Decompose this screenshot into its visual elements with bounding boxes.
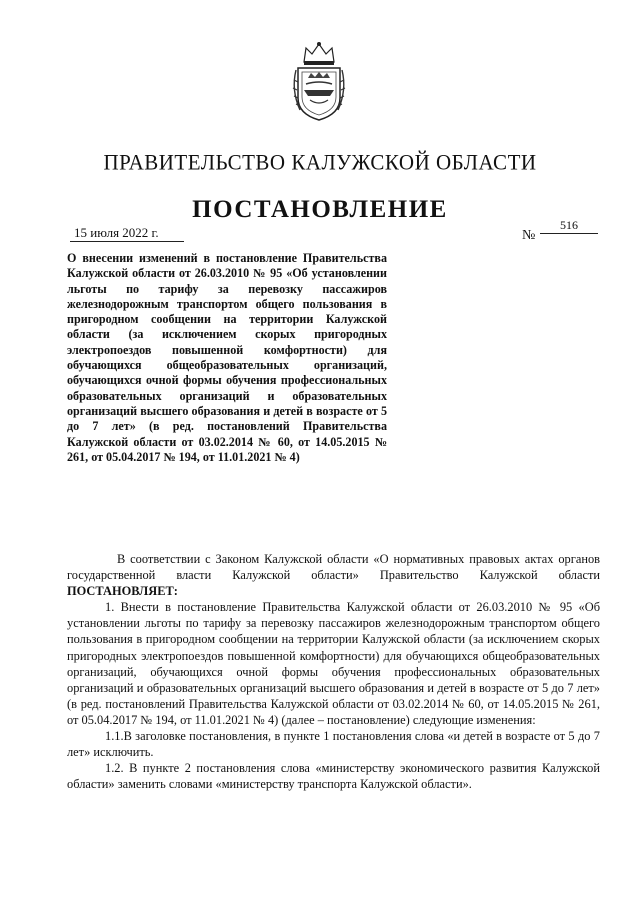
item-1-1: 1.1.В заголовке постановления, в пункте 1 постановления слова «и детей в возрасте от 5 до 7 лет» исключить.: [67, 729, 600, 760]
document-body: [67, 551, 600, 792]
resolves-text: ПОСТАНОВЛЯЕТ:: [67, 584, 178, 599]
item-1: 1. Внести в постановление Правительства Калужской области от 26.03.2010 № 95 «Об установлении льготы по тарифу за перевозку пассажиров железнодорожным транспортом общего пользования в пригородном сообщении на территории Калужской области (за исключением скорых пригородных электропоездов повышенной комфортности) для обучающихся общеобразовательных организаций, обучающихся очной формы обучения профессиональных образовательных организаций и образовательных организаций высшего образования и детей в возрасте от 5 до 7 лет» (в ред. постановлений Правительства Калужской области от 03.02.2014 № 60, от 14.05.2015 № 261, от 05.04.2017 № 194, от 11.01.2021 № 4) (далее – постановление) следующие изменения:: [67, 600, 600, 727]
intro-text: В соответствии с Законом Калужской области «О нормативных правовых актах органов государственной власти Калужской области» Правительство Калужской области: [67, 552, 600, 583]
document-date: 15 июля 2022 г.: [70, 225, 184, 242]
kaluga-coat-of-arms-icon: [290, 40, 348, 122]
number-label: №: [522, 228, 536, 243]
item-1-2: 1.2. В пункте 2 постановления слова «министерству экономического развития Калужской области» заменить словами «министерству транспорта Калужской области».: [67, 761, 600, 792]
document-heading: О внесении изменений в постановление Правительства Калужской области от 26.03.2010 № 95 «Об установлении льготы по тарифу за перевозку пассажиров железнодорожным транспортом общего пользования в пригородном сообщении на территории Калужской области (за исключением скорых пригородных электропоездов повышенной комфортности) для обучающихся общеобразовательных организаций, обучающихся очной формы обучения профессиональных образовательных организаций и образовательных организаций высшего образования и детей в возрасте от 5 до 7 лет» (в ред. постановлений Правительства Калужской области от 03.02.2014 № 60, от 14.05.2015 № 261, от 05.04.2017 № 194, от 11.01.2021 № 4): [67, 251, 387, 464]
document-type: ПОСТАНОВЛЕНИЕ: [192, 196, 448, 223]
government-title: ПРАВИТЕЛЬСТВО КАЛУЖСКОЙ ОБЛАСТИ: [103, 149, 537, 175]
intro-paragraph: [67, 551, 600, 599]
document-number: 516: [540, 218, 598, 234]
